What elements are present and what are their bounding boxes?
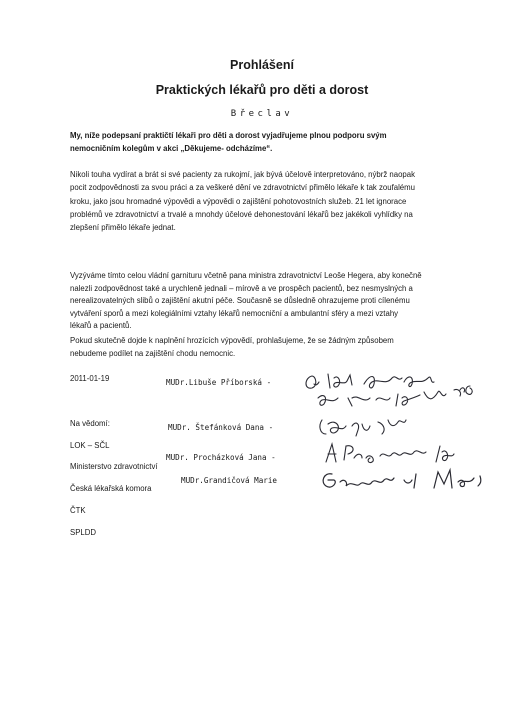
signer-name: MUDr.Grandičová Marie (181, 476, 278, 485)
text-line: My, níže podepsaní praktičtí lékaři pro děti a dorost vyjadřujeme plnou podporu svým (70, 131, 387, 140)
text-line: problémů ve zdravotnictví a trvalé a mnohdy účelové dehonestování lékařů bez jakékoli vyhlídky na (70, 209, 413, 219)
text-line: Pokud skutečně dojde k naplnění hrozících výpovědí, prohlašujeme, že se žádným způsobem (70, 336, 394, 345)
text-line: Nikoli touha vydírat a brát si své pacienty za rukojmí, jak bývá účelově interpretováno, nýbrž naopak (70, 170, 415, 179)
text-line: kroku, jako jsou hromadné výpovědi a výpovědi o zajištění pohotovostních služeb. 21 let ignorace (70, 196, 407, 206)
cc-recipient: Ministerstvo zdravotnictví (70, 462, 158, 471)
text-line: nemocničním kolegům v akci „Děkujeme- odcházíme“. (70, 144, 273, 153)
text-line: lékařů a pacientů. (70, 321, 132, 331)
cc-recipient: SPLDD (70, 528, 96, 537)
signature-date: 2011-01-19 (70, 374, 110, 383)
text-line: pocit zodpovědnosti za svou práci a za veškeré dění ve zdravotnictví přimělo lékaře k tak zoufalému (70, 183, 415, 193)
text-line: zlepšení přimělo lékaře jednat. (70, 223, 176, 233)
cc-label: Na vědomí: (70, 419, 110, 428)
signer-name: MUDr. Procházková Jana - (166, 453, 276, 462)
document-city: Břeclav (230, 109, 294, 119)
cc-recipient: LOK – SČL (70, 441, 110, 450)
text-line: nerealizovatelných slibů o zajištění akutní péče. Současně se důsledně ohrazujeme proti cílenému (70, 296, 410, 306)
signature-4-image (318, 466, 488, 496)
document-title: Prohlášení (230, 58, 294, 72)
signature-1-image (300, 368, 490, 416)
text-line: Vyzýváme tímto celou vládní garnituru včetně pana ministra zdravotnictví Leoše Hegera, aby konečně (70, 271, 422, 280)
signer-name: MUDr.Libuše Příborská - (166, 378, 272, 387)
cc-recipient: ČTK (70, 506, 86, 515)
document-subtitle: Praktických lékařů pro děti a dorost (155, 83, 369, 97)
text-line: nalezli zodpovědnost také a urychleně jednali – mírově a ve prospěch pacientů, bez nesmyslných a (70, 283, 413, 293)
cc-recipient: Česká lékařská komora (70, 484, 152, 493)
text-line: vytváření sporů a mezi kolegiálními vztahy lékařů nemocniční a ambulantní sféry a mezi vztahy (70, 308, 399, 318)
text-line: nebudeme podílet na zajištění chodu nemocnic. (70, 349, 236, 358)
signature-3-image (320, 440, 480, 468)
signature-2-image (316, 414, 416, 440)
signer-name: MUDr. Štefánková Dana - (168, 423, 274, 432)
